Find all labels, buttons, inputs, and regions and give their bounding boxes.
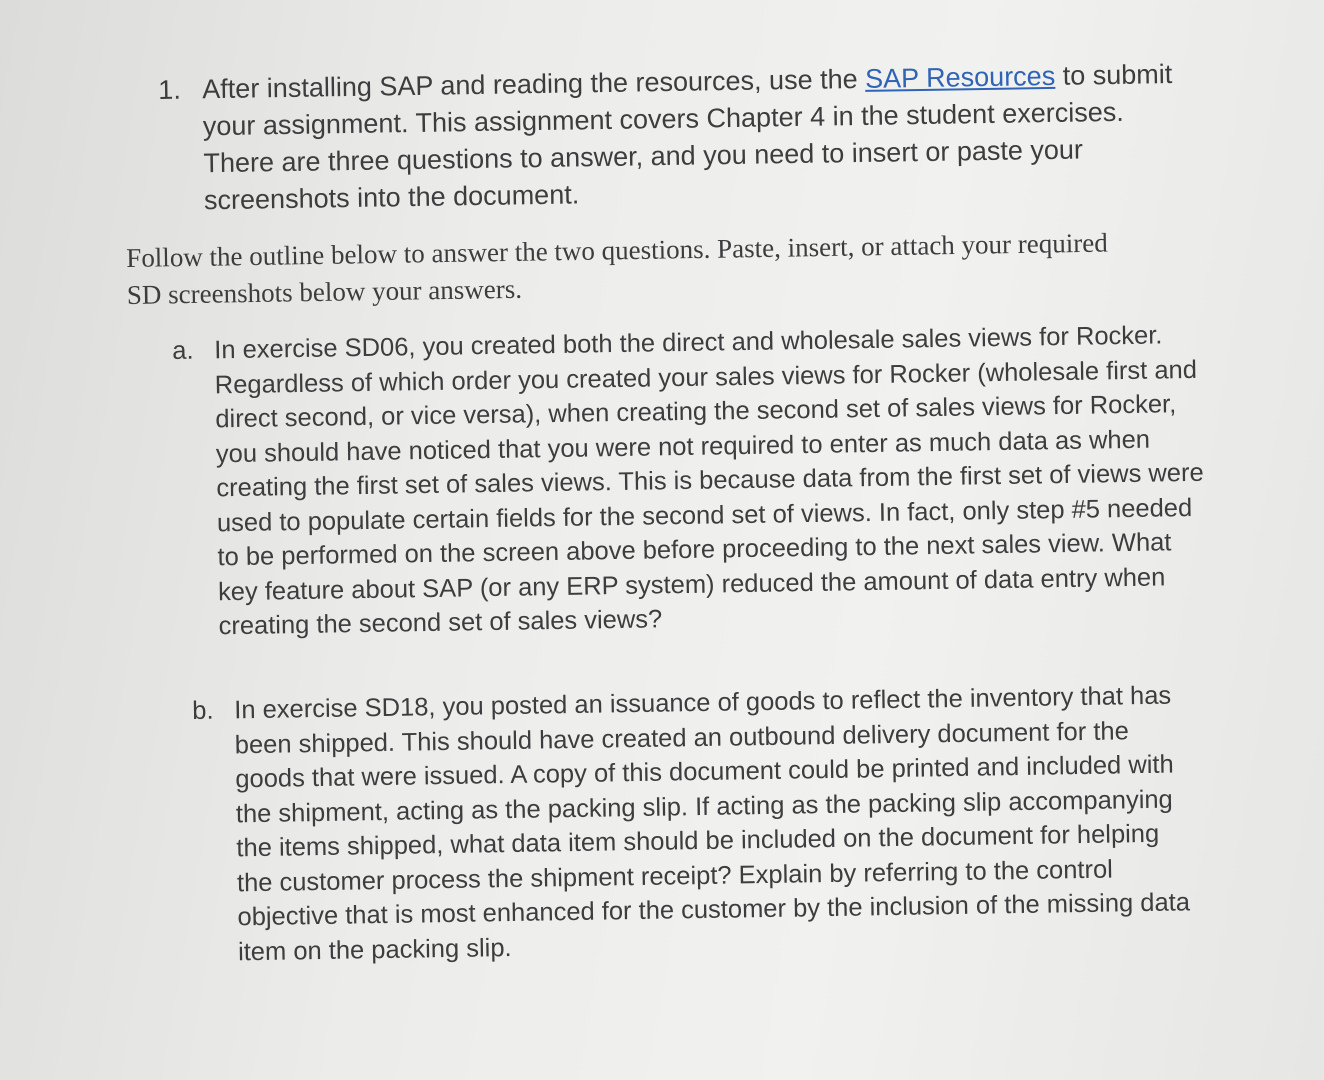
question-1-text xyxy=(202,56,1200,220)
list-item-text: In exercise SD18, you posted an issuance of goods to reflect the inventory that has been shipped. This should have created an outbound delivery document for the goods that were issued. A copy of this document could be printed and included with the shipment, acting as the packing slip. If acting as the packing slip accompanying the items shipped, what data item should be included on the document for helping the customer process the shipment receipt? Explain by referring to the control objective that is most enhanced for the customer by the inclusion of the missing data item on the packing slip. xyxy=(234,681,1191,966)
question-1 xyxy=(158,56,1200,220)
list-item-text: In exercise SD06, you created both the direct and wholesale sales views for Rocker. Regardless of which order you created your sales views for Rocker (wholesale first and direct second, or vice versa), when creating the second set of sales views for Rocker, you should have noticed that you were not required to enter as much data as when creating the first set of sales views. This is because data from the first set of views were used to populate certain fields for the second set of views. In fact, only step #5 needed to be performed on the screen above before proceeding to the next sales view. What key feature about SAP (or any ERP system) reduced the amount of data entry when creating the second set of sales views? xyxy=(214,321,1204,641)
list-item-a xyxy=(172,318,1207,645)
outline-instructions-text: Follow the outline below to answer the two questions. Paste, insert, or attach your required SD screenshots below your answers. xyxy=(126,227,1108,310)
list-item-letter: a. xyxy=(172,336,194,365)
outline-instructions xyxy=(126,224,1147,314)
question-1-text-end: to submit your assignment. This assignment covers Chapter 4 in the student exercises. There are three questions to answer, and you need to insert or paste your screenshots into the document. xyxy=(202,59,1173,216)
list-item-letter: b. xyxy=(192,696,214,725)
sap-resources-link[interactable]: SAP Resources xyxy=(864,60,1056,94)
list-item-b xyxy=(192,678,1196,970)
question-1-text-start: After installing SAP and reading the resources, use the xyxy=(202,63,866,105)
question-number: 1. xyxy=(158,74,182,105)
